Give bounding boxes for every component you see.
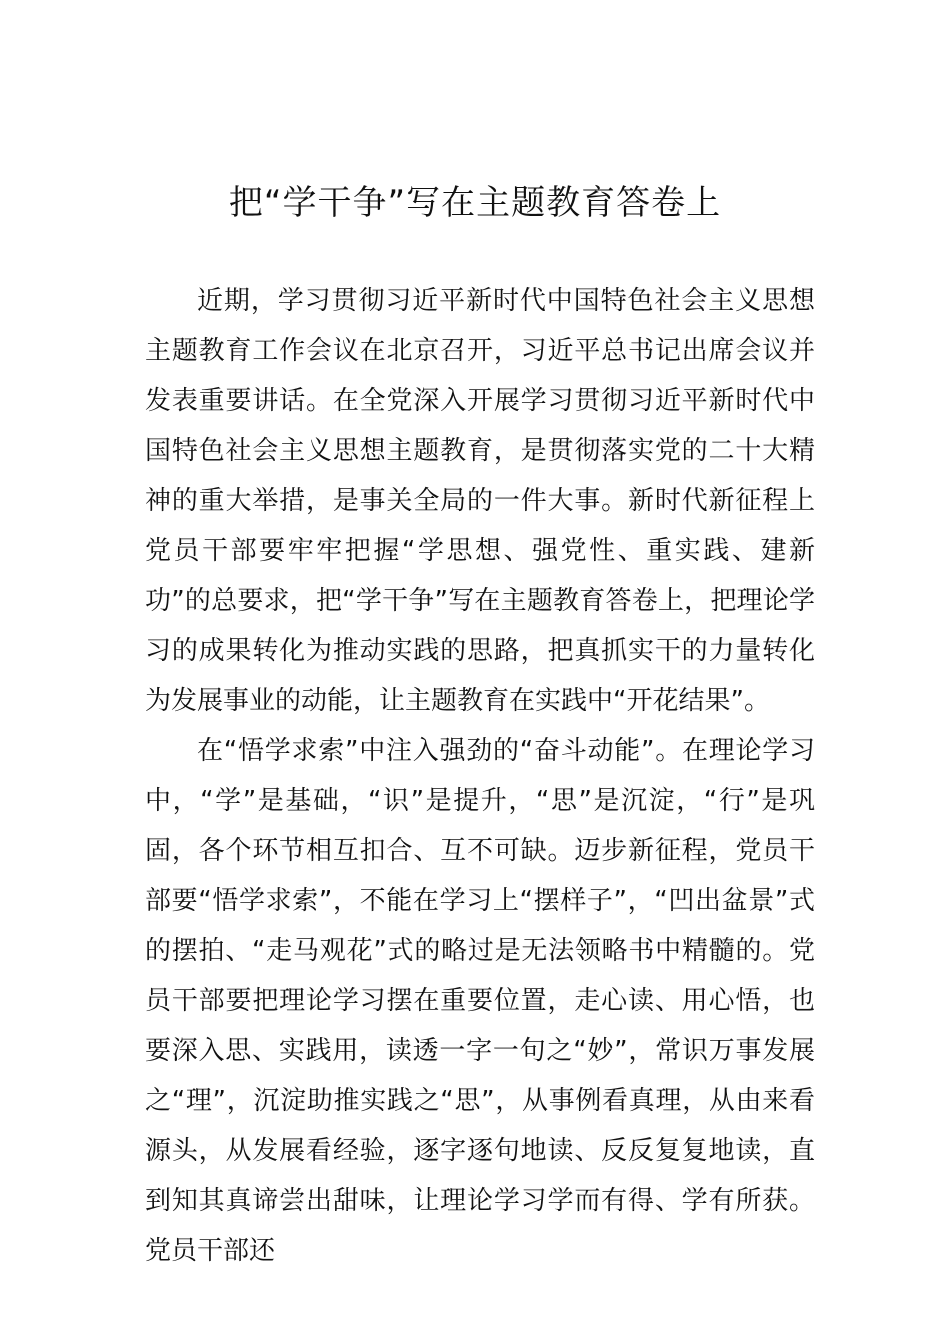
document-body [145,276,815,1276]
document-title: 把“学干争”写在主题教育答卷上 [228,183,722,223]
paragraph-2: 在“悟学求索”中注入强劲的“奋斗动能”。在理论学习中，“学”是基础，“识”是提升，“思”是沉淀，“行”是巩固，各个环节相互扣合、互不可缺。迈步新征程，党员干部要“悟学求索”，不能在学习上“摆样子”，“凹出盆景”式的摆拍、“走马观花”式的略过是无法领略书中精髓的。党员干部要把理论学习摆在重要位置，走心读、用心悟，也要深入思、实践用，读透一字一句之“妙”，常识万事发展之“理”，沉淀助推实践之“思”，从事例看真理，从由来看源头，从发展看经验，逐字逐句地读、反反复复地读，直到知其真谛尝出甜味，让理论学习学而有得、学有所获。党员干部还 [145,736,815,1266]
paragraph-1: 近期，学习贯彻习近平新时代中国特色社会主义思想主题教育工作会议在北京召开，习近平总书记出席会议并发表重要讲话。在全党深入开展学习贯彻习近平新时代中国特色社会主义思想主题教育，是贯彻落实党的二十大精神的重大举措，是事关全局的一件大事。新时代新征程上党员干部要牢牢把握“学思想、强党性、重实践、建新功”的总要求，把“学干争”写在主题教育答卷上，把理论学习的成果转化为推动实践的思路，把真抓实干的力量转化为发展事业的动能，让主题教育在实践中“开花结果”。 [145,286,815,716]
